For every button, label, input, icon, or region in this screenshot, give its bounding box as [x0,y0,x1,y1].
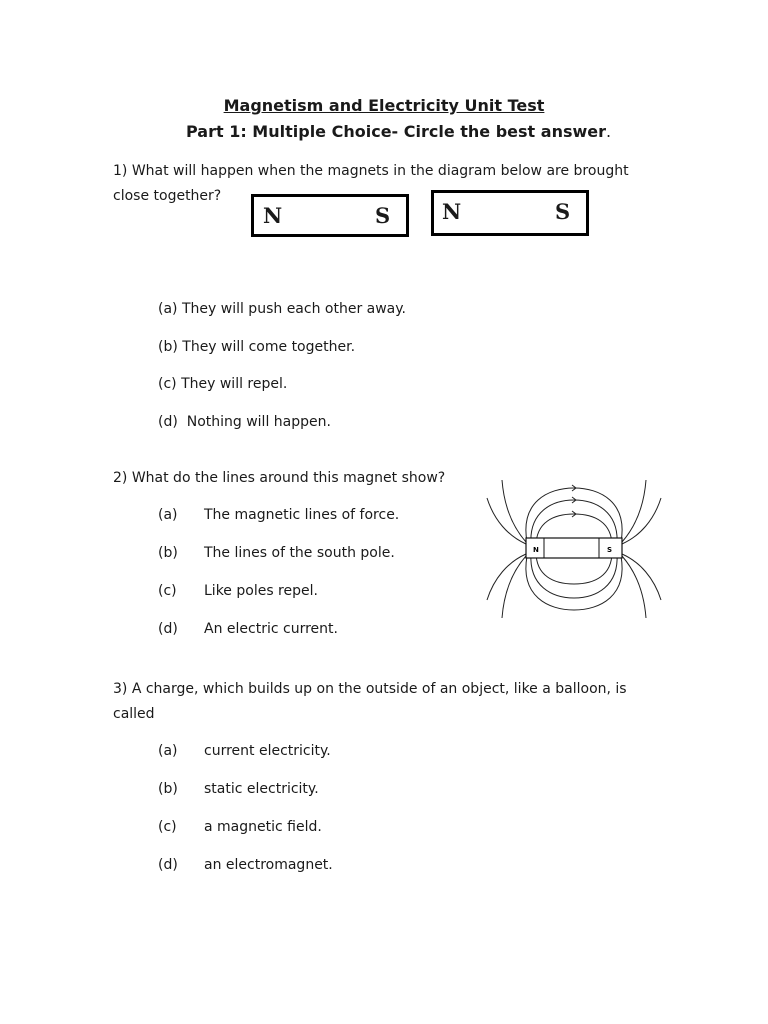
q1-option-d[interactable] [158,414,331,430]
q1-option-c[interactable] [158,376,287,392]
q3-option-c[interactable] [158,819,322,835]
figure-south-label: S [607,546,613,554]
option-letter: (b) [158,545,178,561]
option-text: Like poles repel. [204,583,318,599]
q2-option-d[interactable] [158,621,338,637]
field-line [526,556,622,610]
figure-north-label: N [533,546,539,554]
option-letter: (b) [158,781,178,797]
option-text: They will repel. [181,376,288,392]
option-letter: (c) [158,819,177,835]
q2-option-b[interactable] [158,545,395,561]
subtitle-text: Part 1: Multiple Choice- Circle the best answer [186,122,606,141]
option-text: current electricity. [204,743,331,759]
option-text: a magnetic field. [204,819,322,835]
subtitle-period: . [606,122,612,141]
field-line [622,480,646,542]
field-line [531,554,617,598]
q2-option-a[interactable] [158,507,399,523]
question-2-text: 2) What do the lines around this magnet show? [113,470,446,486]
page-subtitle [186,122,611,141]
field-line [622,556,646,618]
q3-option-d[interactable] [158,857,333,873]
option-text: They will push each other away. [181,301,406,317]
option-letter: (d) [158,857,178,873]
q1-option-b[interactable] [158,339,355,355]
option-letter: (c) [158,583,177,599]
field-line [502,480,526,542]
q1-option-a[interactable] [158,301,406,317]
bar-magnet-2 [431,190,589,236]
option-letter: (a) [158,743,178,759]
option-letter: (c) [158,376,177,392]
q3-option-a[interactable] [158,743,331,759]
option-text: static electricity. [204,781,319,797]
option-letter: (d) [158,621,178,637]
option-letter: (a) [158,507,178,523]
magnet-1-south-label: S [375,203,391,228]
magnet-2-north-label: N [442,199,462,224]
field-line [502,556,526,618]
option-letter: (b) [158,339,178,355]
option-letter: (a) [158,301,178,317]
bar-magnet-1 [251,194,409,237]
option-text: An electric current. [204,621,338,637]
magnet-2-south-label: S [555,199,571,224]
q2-option-c[interactable] [158,583,318,599]
option-text: Nothing will happen. [186,414,331,430]
page-title: Magnetism and Electricity Unit Test [223,96,545,115]
q3-option-b[interactable] [158,781,319,797]
magnetic-field-diagram [484,476,664,618]
option-text: They will come together. [182,339,356,355]
magnet-1-north-label: N [263,203,283,228]
option-letter: (d) [158,414,178,430]
option-text: The magnetic lines of force. [204,507,400,523]
question-3-text: 3) A charge, which builds up on the outside of an object, like a balloon, is called [113,681,627,722]
option-text: an electromagnet. [204,857,333,873]
question-1-text: 1) What will happen when the magnets in the diagram below are brought close together? [113,163,629,204]
option-text: The lines of the south pole. [204,545,395,561]
